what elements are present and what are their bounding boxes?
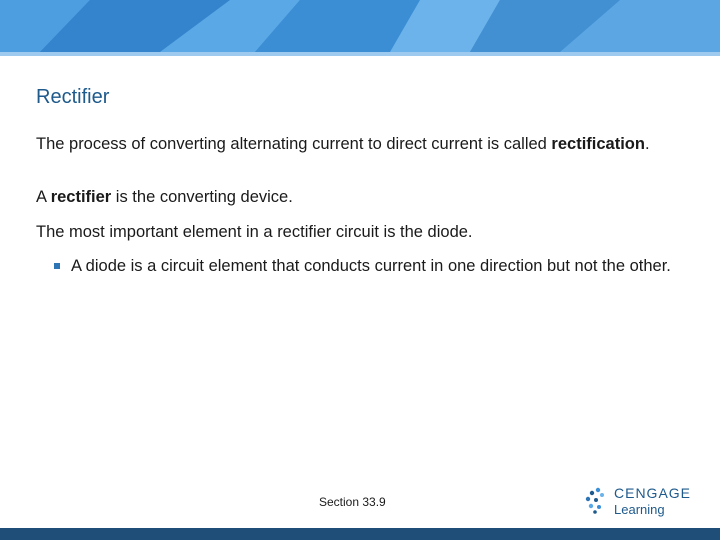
- footer-section-label: Section 33.9: [319, 495, 386, 509]
- paragraph-rectification: [36, 134, 686, 155]
- bottom-bar: [0, 528, 720, 540]
- bullet-text: A diode is a circuit element that conducts current in one direction but not the other.: [71, 257, 671, 275]
- paragraph-text: is the converting device.: [111, 188, 293, 206]
- term-rectifier: rectifier: [50, 188, 112, 206]
- banner-graphic: [0, 0, 720, 62]
- paragraph-rectifier: [36, 187, 686, 208]
- bullet-item: [54, 256, 690, 277]
- top-banner: [0, 0, 720, 62]
- cengage-dots-icon: [584, 486, 608, 514]
- slide-title: Rectifier: [36, 86, 110, 108]
- logo-word-learning: Learning: [614, 502, 665, 517]
- paragraph-text: .: [644, 135, 650, 153]
- logo-word-cengage: CENGAGE: [614, 485, 692, 501]
- term-rectification: rectification: [551, 135, 645, 153]
- cengage-logo: [584, 484, 694, 520]
- paragraph-text: The process of converting alternating current to direct current is called: [36, 135, 552, 153]
- paragraph-text: A: [36, 188, 51, 206]
- bullet-square-icon: [54, 263, 60, 269]
- paragraph-diode: The most important element in a rectifier circuit is the diode.: [36, 223, 473, 241]
